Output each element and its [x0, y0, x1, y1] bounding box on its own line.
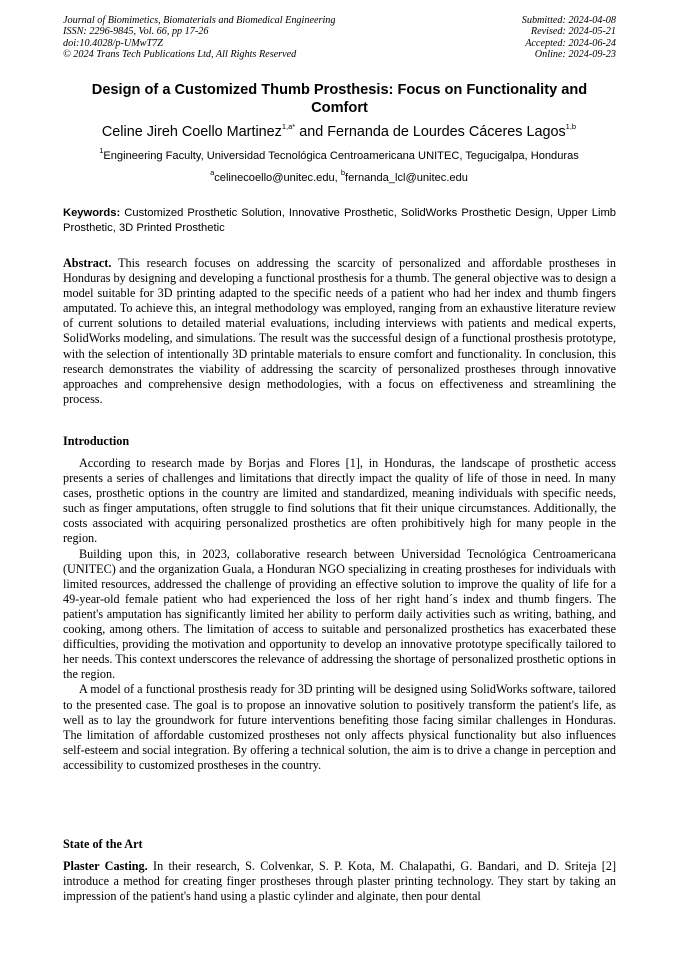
- abstract-text: This research focuses on addressing the scarcity of personalized and affordable prostheses in Honduras by designing and developing a functional prosthesis for a thumb. The general objective was to design a model suitable for 3D printing adapted to the specific needs of a patient who had her index and thumb fingers amputated. To achieve this, an integral methodology was employed, ranging from an exhaustive literature review of current solutions to detailed material evaluations, including interviews with patients and medical experts, SolidWorks modeling, and simulations. The result was the successful design of a functional prosthesis prototype, with the selection of intentionally 3D printable materials to ensure comfort and functionality. In conclusion, this research demonstrates the viability of addressing the scarcity of personalized prostheses through innovative approaches and comprehensive design methodologies, with a focus on effectiveness and streamlining the process.: [63, 256, 616, 406]
- abstract-label: Abstract.: [63, 256, 112, 270]
- author-line: [40, 123, 638, 141]
- introduction-body: [63, 456, 616, 773]
- plaster-casting-label: Plaster Casting.: [63, 859, 148, 873]
- affiliation-mark: 1: [99, 146, 104, 156]
- journal-copyright: © 2024 Trans Tech Publications Ltd, All Rights Reserved: [63, 48, 297, 60]
- author-2-affiliation-mark: 1,b: [565, 122, 577, 132]
- date-submitted: Submitted: 2024-04-08: [521, 15, 616, 26]
- abstract: [63, 256, 616, 407]
- paper-title: Design of a Customized Thumb Prosthesis: Focus on Functionality and Comfort: [91, 82, 588, 116]
- keywords-text: Customized Prosthetic Solution, Innovative Prosthetic, SolidWorks Prosthetic Design, Upper Limb Prosthetic, 3D Printed Prosthetic: [63, 207, 616, 234]
- date-accepted: Accepted: 2024-06-24: [525, 37, 616, 49]
- keywords-label: Keywords:: [63, 207, 121, 219]
- journal-name: Journal of Biomimetics, Biomaterials and Biomedical Engineering: [63, 15, 336, 26]
- state-of-the-art-body: [63, 859, 616, 904]
- email-mark-a: a: [210, 168, 215, 178]
- date-online: Online: 2024-09-23: [534, 48, 616, 60]
- author-1-affiliation-mark: 1,a*: [281, 122, 296, 132]
- journal-info: [63, 15, 335, 60]
- journal-issn: ISSN: 2296-9845, Vol. 66, pp 17-26: [63, 26, 209, 38]
- state-of-the-art-heading: State of the Art: [63, 837, 143, 851]
- plaster-casting-text: In their research, S. Colvenkar, S. P. Kota, M. Chalapathi, G. Bandari, and D. Sriteja [2] introduce a method for creating finger prostheses through plaster printing technology. They start by taking an impression of the patient's hand using a plastic cylinder and alginate, then pour dental: [63, 859, 617, 904]
- introduction-paragraph-1: According to research made by Borjas and Flores [1], in Honduras, the landscape of prosthetic access presents a series of challenges and limitations that directly impact the quality of life of those in need. In many cases, prosthetic options in the country are limited and standardized, meaning individuals with specific needs, such as finger amputations, often struggle to find solutions that fit their unique circumstances. Additionally, the costs associated with acquiring personalized prosthetics are often prohibitively high for many people in the region.: [63, 456, 616, 546]
- author-conjunction: and: [295, 124, 328, 140]
- introduction-paragraph-3: A model of a functional prosthesis ready for 3D printing will be designed using SolidWorks software, tailored to the presented case. The goal is to propose an innovative solution to positively transform the patient's life, as well as to lay the groundwork for future interventions benefiting those facing similar challenges in Honduras. The limitation of affordable customized prostheses not only affects physical functionality but also influences self-esteem and social integration. By offering a technical solution, the aim is to drive a change in perception and accessibility to customized prostheses in the country.: [63, 682, 616, 772]
- email-a[interactable]: celinecoello@unitec.edu,: [214, 172, 341, 184]
- publication-dates: [522, 15, 616, 60]
- author-2: Fernanda de Lourdes Cáceres Lagos: [327, 124, 566, 140]
- introduction-paragraph-2: Building upon this, in 2023, collaborative research between Universidad Tecnológica Centroamericana (UNITEC) and the organization Guala, a Honduran NGO specializing in creating prostheses for individuals with limited resources, addressed the challenge of providing an effective solution to improve the quality of life for a 49-year-old female patient who had experienced the loss of her right hand´s index and thumb fingers. The patient's amputation has significantly limited her ability to perform daily activities such as writing, bathing, and cooking, among others. The limitation of access to suitable and personalized prosthetics has exacerbated these difficulties, providing the motivation and opportunity to develop an innovative prototype specifically tailored to her needs. This context underscores the relevance of addressing the shortage of personalized prosthetic options in the region.: [63, 546, 616, 682]
- date-revised: Revised: 2024-05-21: [530, 26, 616, 38]
- email-mark-b: b: [340, 168, 346, 178]
- affiliation: [40, 146, 638, 163]
- author-1: Celine Jireh Coello Martinez: [101, 124, 282, 140]
- keywords: [63, 206, 616, 236]
- journal-doi[interactable]: doi:10.4028/p-UMwT7Z: [63, 37, 163, 49]
- plaster-casting-paragraph: [63, 859, 616, 904]
- affiliation-text: Engineering Faculty, Universidad Tecnológica Centroamericana UNITEC, Tegucigalpa, Honduras: [103, 150, 579, 162]
- introduction-heading: Introduction: [63, 434, 130, 448]
- author-emails: [40, 168, 638, 185]
- email-b[interactable]: fernanda_lcl@unitec.edu: [345, 172, 468, 184]
